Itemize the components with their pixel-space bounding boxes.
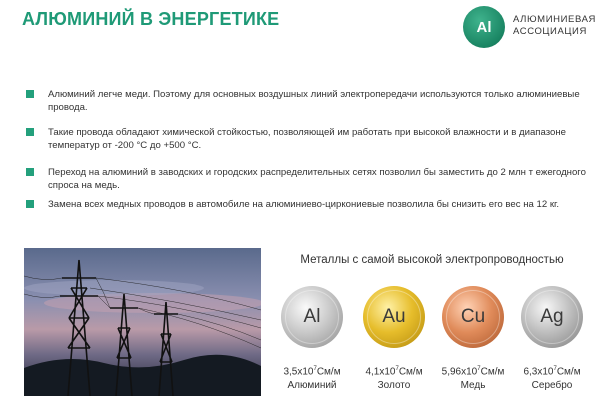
power-tower-image — [24, 248, 261, 396]
value-mantissa: 5,96x10 — [441, 366, 478, 378]
value-mantissa: 4,1x10 — [365, 366, 396, 378]
metal-name: Медь — [460, 380, 486, 392]
fact-text: Переход на алюминий в заводских и городских распределительных сетях позволил бы заместить до 2 млн т ежегодного спроса на медь. — [48, 167, 586, 191]
value-exponent: 7 — [553, 366, 557, 372]
value-mantissa: 6,3x10 — [523, 366, 554, 378]
bullet-square-icon — [26, 200, 34, 208]
silver-coin — [521, 286, 583, 348]
association-logo — [463, 6, 596, 50]
coin-symbol: Al — [303, 306, 321, 327]
coin-symbol: Cu — [460, 306, 486, 327]
coin-symbol: Au — [382, 306, 406, 327]
logo-line-2: АССОЦИАЦИЯ — [513, 26, 587, 37]
fact-item — [26, 88, 586, 114]
fact-item — [26, 126, 586, 152]
fact-item — [26, 198, 559, 211]
value-exponent: 7 — [477, 366, 481, 372]
fact-item — [26, 166, 586, 192]
value-exponent: 7 — [395, 366, 399, 372]
fact-text: Замена всех медных проводов в автомобиле на алюминиево-циркониевые позволила бы снизить его вес на 12 кг. — [48, 199, 560, 210]
logo-symbol: Al — [476, 18, 492, 36]
power-lines-photo — [24, 248, 261, 396]
fact-text: Алюминий легче меди. Поэтому для основных воздушных линий электропередачи используются только алюминиевые провода. — [48, 89, 580, 113]
metals-title: Металлы с самой высокой электропроводностью — [300, 254, 564, 266]
logo-text — [513, 14, 595, 38]
fact-text: Такие провода обладают химической стойкостью, позволяющей им работать при высокой влажности и в диапазоне температур от -200 °С до +500 °С. — [48, 127, 566, 151]
value-unit: См/м — [398, 366, 423, 378]
value-mantissa: 3,5x10 — [283, 366, 314, 378]
metal-name: Алюминий — [287, 380, 337, 392]
bullet-square-icon — [26, 168, 34, 176]
conductivity-value — [511, 362, 593, 393]
logo-badge-icon — [463, 6, 505, 48]
copper-coin — [442, 286, 504, 348]
conductivity-value — [353, 362, 435, 393]
metal-name: Серебро — [531, 380, 573, 392]
conductivity-value — [432, 362, 514, 393]
metal-name: Золото — [377, 380, 411, 392]
value-unit: См/м — [556, 366, 581, 378]
coin-symbol: Ag — [540, 306, 564, 327]
aluminium-coin — [281, 286, 343, 348]
logo-line-1: АЛЮМИНИЕВАЯ — [513, 14, 596, 25]
value-exponent: 7 — [313, 366, 317, 372]
bullet-square-icon — [26, 128, 34, 136]
page-title: АЛЮМИНИЙ В ЭНЕРГЕТИКЕ — [22, 9, 280, 29]
value-unit: См/м — [480, 366, 505, 378]
value-unit: См/м — [316, 366, 341, 378]
bullet-square-icon — [26, 90, 34, 98]
conductivity-value — [271, 362, 353, 393]
gold-coin — [363, 286, 425, 348]
